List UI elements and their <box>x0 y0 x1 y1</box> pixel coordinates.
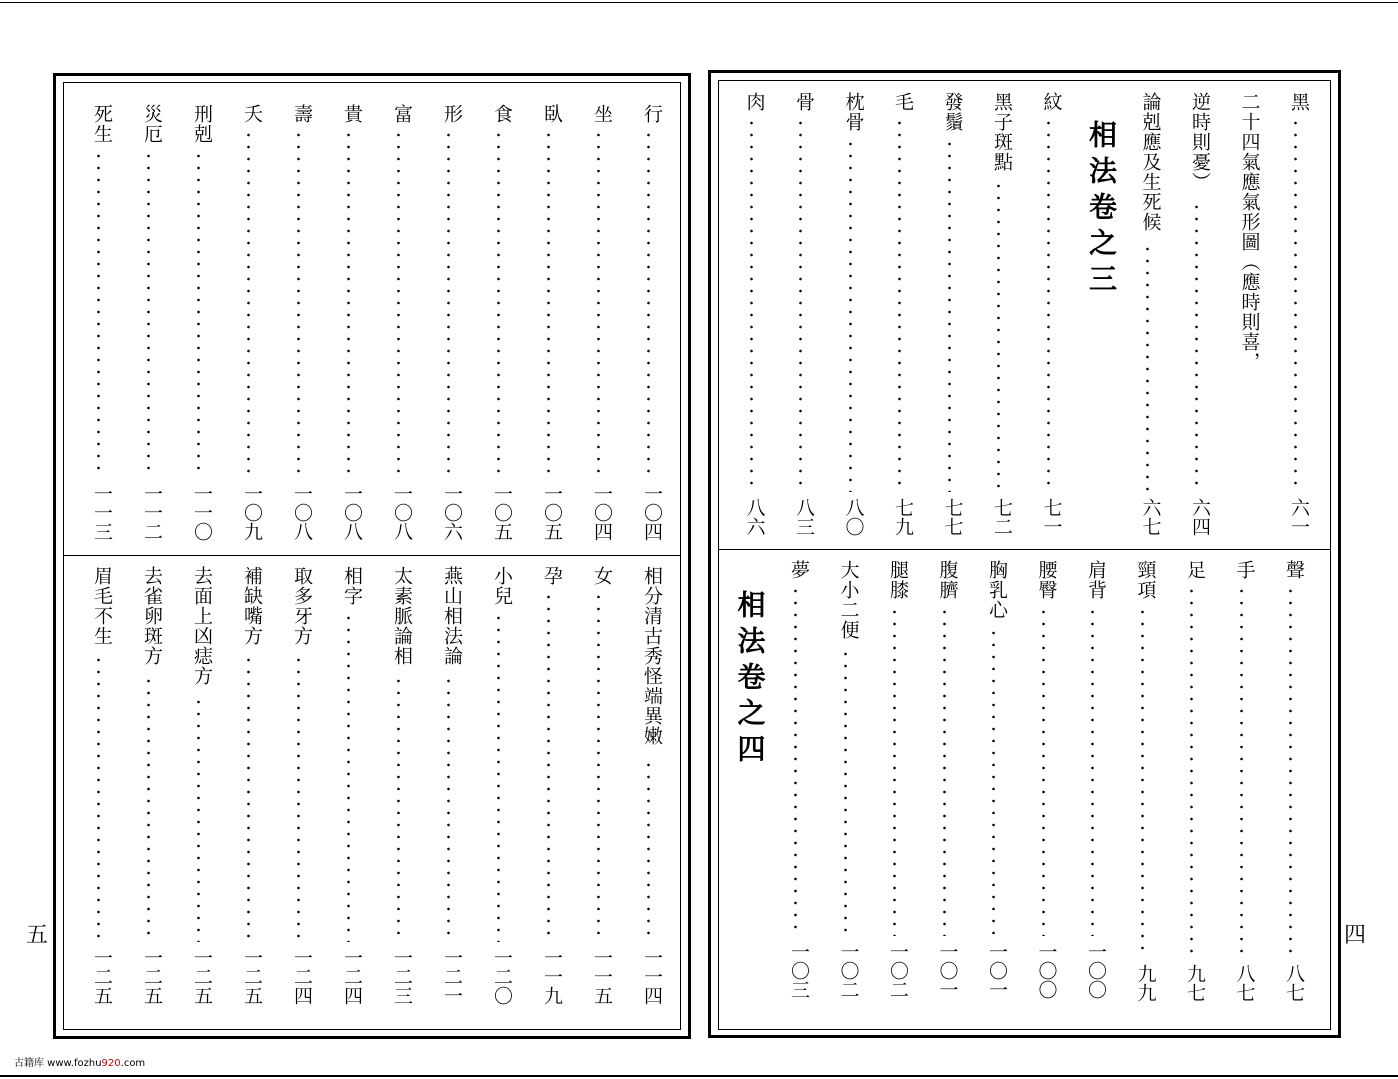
toc-entry <box>586 104 612 550</box>
toc-page-number: 一二一 <box>441 948 463 1005</box>
toc-entry-title: 女 <box>591 566 613 586</box>
toc-entry <box>86 104 112 550</box>
leader-dots <box>997 180 1000 492</box>
leader-dots <box>547 591 550 942</box>
toc-entry <box>536 566 562 1014</box>
toc-entry-title: 災厄 <box>141 104 163 144</box>
toc-entry <box>536 104 562 550</box>
toc-entry <box>636 566 662 1014</box>
leader-dots <box>97 654 100 942</box>
toc-entry-title: 二十四氣應氣形圖（應時則喜， <box>1238 92 1261 372</box>
toc-entry <box>636 104 662 550</box>
toc-page-number: 一〇五 <box>491 484 513 541</box>
toc-entry-title: 壽 <box>291 104 313 124</box>
toc-entry-title: 骨 <box>793 92 815 112</box>
toc-page-number: 一〇〇 <box>1085 942 1107 999</box>
leader-dots <box>849 138 852 492</box>
toc-entry-title: 相分清古秀怪端異嫩 <box>641 566 663 746</box>
toc-page-number: 一一四 <box>641 948 663 1005</box>
toc-entry-title: 手 <box>1233 560 1256 580</box>
toc-page-number: 一〇三 <box>788 942 810 999</box>
toc-page-number: 一二五 <box>241 948 263 1005</box>
toc-entry-title: 夢 <box>788 560 810 580</box>
toc-entry-title: 足 <box>1184 560 1206 580</box>
leader-dots <box>844 648 847 936</box>
toc-page-number: 八六 <box>743 498 766 536</box>
toc-page-number: 一二三 <box>391 948 413 1005</box>
toc-page-number: 七九 <box>892 498 914 536</box>
toc-page-number: 一〇五 <box>541 484 563 541</box>
toc-entry <box>286 566 312 1014</box>
toc-entry-title: 胸乳心 <box>986 560 1008 620</box>
leader-dots <box>1047 117 1050 492</box>
left-page-number: 五 <box>26 923 49 948</box>
leader-dots <box>1294 117 1297 492</box>
left-page-divider <box>63 555 681 556</box>
toc-page-number: 一〇八 <box>391 484 413 541</box>
toc-entry-title: 坐 <box>591 104 613 124</box>
bottom-rule <box>0 1075 1398 1077</box>
leader-dots <box>497 129 500 478</box>
toc-entry <box>1135 92 1161 542</box>
toc-entry-title: 論剋應及生死候 <box>1139 92 1162 232</box>
toc-entry <box>436 104 462 550</box>
toc-entry <box>386 566 412 1014</box>
toc-page-number: 六一 <box>1288 498 1310 536</box>
toc-entry <box>436 566 462 1014</box>
leader-dots <box>347 129 350 478</box>
toc-page-number: 一二〇 <box>491 948 513 1005</box>
toc-entry <box>739 92 765 542</box>
leader-dots <box>799 117 802 492</box>
toc-entry <box>1234 92 1260 542</box>
leader-dots <box>597 129 600 478</box>
toc-page-number: 八〇 <box>842 498 865 536</box>
toc-page-number: 八三 <box>793 498 815 536</box>
toc-entry-title: 腿膝 <box>887 560 909 600</box>
toc-entry-title: 相字 <box>341 566 363 606</box>
toc-entry-title: 燕山相法論 <box>441 566 463 666</box>
leader-dots <box>397 675 400 942</box>
leader-dots <box>197 696 200 942</box>
toc-page-number: 一〇九 <box>241 484 263 541</box>
leader-dots <box>948 138 951 492</box>
toc-page-number: 一〇〇 <box>1035 942 1058 999</box>
leader-dots <box>547 129 550 478</box>
toc-page-number: 一一九 <box>541 948 563 1005</box>
toc-entry-title: 太素脈論相 <box>391 566 413 666</box>
toc-entry-title: 發鬚 <box>941 92 964 132</box>
toc-page-number: 一〇二 <box>887 942 909 999</box>
toc-page-number: 一〇二 <box>837 942 860 999</box>
leader-dots <box>147 675 150 942</box>
toc-entry <box>1130 560 1156 1008</box>
leader-dots <box>1042 606 1045 936</box>
toc-entry-title: 行 <box>641 104 663 124</box>
toc-entry-title: 枕骨 <box>842 92 865 132</box>
leader-dots <box>347 612 350 942</box>
leader-dots <box>1289 585 1292 958</box>
right-page-number: 四 <box>1344 923 1367 948</box>
toc-entry <box>981 560 1007 1008</box>
toc-page-number: 九七 <box>1184 964 1206 1002</box>
leader-dots <box>197 150 200 478</box>
top-rule <box>0 2 1398 3</box>
toc-entry-title: 取多牙方 <box>291 566 313 646</box>
leader-dots <box>943 606 946 936</box>
leader-dots <box>794 585 797 936</box>
toc-entry <box>1283 92 1309 542</box>
leader-dots <box>1141 606 1144 958</box>
leader-dots <box>1195 201 1198 492</box>
toc-page-number: 一一五 <box>591 948 613 1005</box>
toc-page-number: 一〇四 <box>591 484 613 541</box>
leader-dots <box>1240 585 1243 958</box>
toc-page-number: 七一 <box>1040 498 1063 536</box>
toc-entry <box>86 566 112 1014</box>
toc-entry-title: 紋 <box>1040 92 1063 112</box>
leader-dots <box>247 654 250 942</box>
leader-dots <box>97 150 100 478</box>
toc-entry-title: 聲 <box>1283 560 1305 580</box>
toc-entry <box>586 566 612 1014</box>
toc-entry <box>1036 92 1062 542</box>
volume-heading: 相法卷之四 <box>733 590 767 770</box>
right-page-divider <box>718 549 1331 550</box>
toc-entry <box>887 92 913 542</box>
leader-dots <box>1190 585 1193 958</box>
toc-entry <box>783 560 809 1008</box>
toc-entry <box>486 104 512 550</box>
leader-dots <box>750 117 753 492</box>
toc-page-number: 一〇四 <box>641 484 663 541</box>
leader-dots <box>147 150 150 478</box>
leader-dots <box>297 129 300 478</box>
toc-entry-title: 小兒 <box>491 566 513 606</box>
toc-entry <box>1031 560 1057 1008</box>
toc-page-number: 六四 <box>1189 498 1211 536</box>
toc-entry <box>336 104 362 550</box>
toc-entry-title: 去雀卵斑方 <box>141 566 163 666</box>
toc-entry-title: 毛 <box>892 92 914 112</box>
toc-entry <box>136 104 162 550</box>
toc-entry-title: 臥 <box>541 104 563 124</box>
toc-entry <box>186 104 212 550</box>
toc-page-number: 七七 <box>941 498 964 536</box>
toc-entry-title: 肉 <box>743 92 766 112</box>
toc-entry <box>1080 560 1106 1008</box>
leader-dots <box>597 591 600 942</box>
leader-dots <box>647 759 650 942</box>
toc-entry-title: 大小二便 <box>837 560 860 640</box>
leader-dots <box>992 627 995 936</box>
toc-entry <box>336 566 362 1014</box>
leader-dots <box>1091 606 1094 936</box>
toc-entry-title: 黑子斑點 <box>991 92 1013 172</box>
toc-page-number: 一一三 <box>91 484 113 541</box>
toc-page-number: 一二五 <box>91 948 113 1005</box>
toc-page-number: 一二四 <box>341 948 363 1005</box>
toc-entry-title: 頸項 <box>1134 560 1157 600</box>
toc-page-number: 一二四 <box>291 948 313 1005</box>
toc-entry <box>882 560 908 1008</box>
toc-entry-title: 去面上凶痣方 <box>191 566 213 686</box>
toc-entry-title: 逆時則憂） <box>1189 92 1211 192</box>
toc-page-number: 九九 <box>1134 964 1157 1002</box>
toc-entry <box>386 104 412 550</box>
toc-entry <box>833 560 859 1008</box>
toc-page-number: 一〇八 <box>341 484 363 541</box>
toc-entry-title: 腰臀 <box>1035 560 1058 600</box>
toc-entry <box>1229 560 1255 1008</box>
toc-page-number: 一〇六 <box>441 484 463 541</box>
toc-entry-title: 夭 <box>241 104 263 124</box>
toc-entry <box>486 566 512 1014</box>
toc-page-number: 一一二 <box>141 484 163 541</box>
toc-entry <box>932 560 958 1008</box>
toc-page-number: 一〇一 <box>986 942 1008 999</box>
toc-page-number: 一二五 <box>191 948 213 1005</box>
toc-entry-title: 食 <box>491 104 513 124</box>
toc-entry-title: 富 <box>391 104 413 124</box>
toc-entry-title: 形 <box>441 104 463 124</box>
toc-entry <box>236 104 262 550</box>
watermark: 古籍库 www.fozhu920.com <box>14 1058 146 1069</box>
toc-entry-title: 刑剋 <box>191 104 213 144</box>
toc-entry <box>937 92 963 542</box>
volume-heading: 相法卷之三 <box>1085 120 1118 300</box>
toc-entry <box>838 92 864 542</box>
toc-entry-title: 黑 <box>1288 92 1310 112</box>
toc-page-number: 八七 <box>1283 964 1305 1002</box>
toc-entry-title: 眉毛不生 <box>91 566 113 646</box>
toc-entry-title: 貴 <box>341 104 363 124</box>
leader-dots <box>1146 243 1149 492</box>
toc-page-number: 七二 <box>991 498 1013 536</box>
toc-entry <box>1278 560 1304 1008</box>
toc-page-number: 六七 <box>1139 498 1162 536</box>
toc-entry-title: 孕 <box>541 566 563 586</box>
leader-dots <box>898 117 901 492</box>
leader-dots <box>497 612 500 942</box>
toc-page-number: 一〇一 <box>936 942 959 999</box>
toc-entry-title: 肩背 <box>1085 560 1107 600</box>
toc-entry <box>136 566 162 1014</box>
leader-dots <box>893 606 896 936</box>
toc-entry <box>788 92 814 542</box>
toc-entry <box>236 566 262 1014</box>
leader-dots <box>647 129 650 478</box>
toc-page-number: 一〇八 <box>291 484 313 541</box>
toc-entry <box>986 92 1012 542</box>
leader-dots <box>447 129 450 478</box>
toc-entry <box>1179 560 1205 1008</box>
leader-dots <box>447 675 450 942</box>
leader-dots <box>247 129 250 478</box>
toc-entry-title: 死生 <box>91 104 113 144</box>
toc-page-number: 八七 <box>1233 964 1256 1002</box>
toc-entry-title: 補缺嘴方 <box>241 566 263 646</box>
toc-page-number: 一一〇 <box>191 484 213 541</box>
leader-dots <box>297 654 300 942</box>
toc-page-number: 一二五 <box>141 948 163 1005</box>
toc-entry <box>1184 92 1210 542</box>
toc-entry-title: 腹臍 <box>936 560 959 600</box>
toc-entry <box>286 104 312 550</box>
toc-entry <box>186 566 212 1014</box>
leader-dots <box>397 129 400 478</box>
